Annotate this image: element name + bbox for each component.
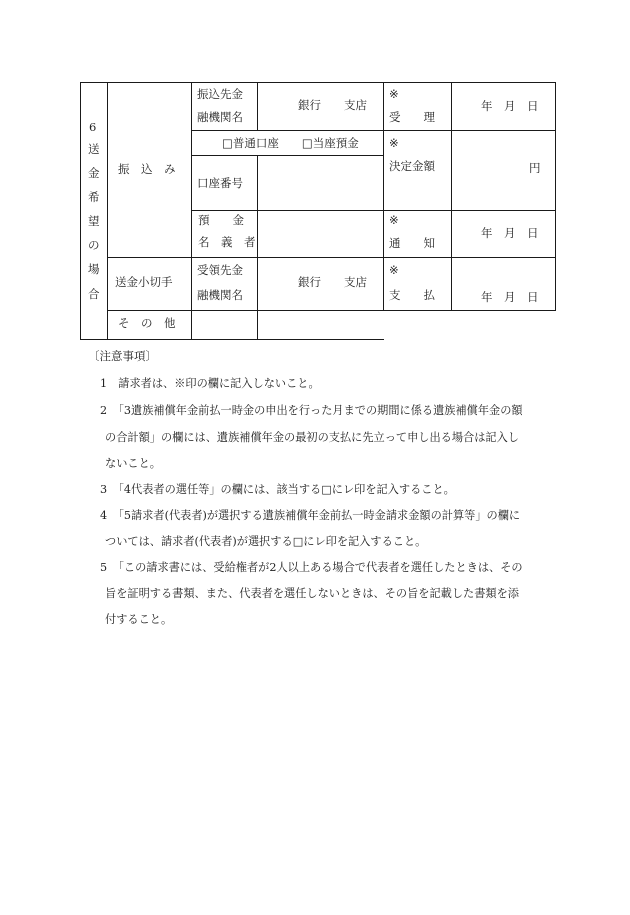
- note-line: ついては、請求者(代表者)が選択する□にレ印を記入すること。: [105, 535, 427, 548]
- official-use-mark: ※: [389, 87, 399, 101]
- note-line: 5 「この請求書には、受給権者が2人以上ある場合で代表者を選任したときは、その: [100, 561, 523, 574]
- receiver-bank-label: 融機関名: [197, 288, 243, 302]
- bank-branch-field[interactable]: 銀行 支店: [298, 98, 367, 112]
- received-label: 受 理: [389, 110, 435, 124]
- date-field: 年 月 日: [481, 226, 539, 240]
- depositor-label: 預 金: [198, 213, 244, 227]
- table-border: [80, 339, 384, 340]
- account-number-label: 口座番号: [197, 176, 243, 190]
- official-use-mark: ※: [389, 213, 399, 227]
- notes-title: 〔注意事項〕: [88, 349, 157, 363]
- notified-label: 通 知: [389, 236, 435, 250]
- table-border: [107, 257, 556, 258]
- note-line: の合計額」の欄には、遺族補償年金の最初の支払に先立って申し出る場合は記入し: [105, 431, 519, 444]
- section-label-char: 6: [89, 120, 97, 134]
- note-line: 3 「4代表者の選任等」の欄には、該当する□にレ印を記入すること。: [100, 483, 455, 496]
- table-border: [80, 82, 81, 339]
- official-use-mark: ※: [389, 263, 399, 277]
- other-label: そ の 他: [118, 316, 176, 330]
- table-border: [383, 82, 384, 310]
- section-label-char: の: [88, 238, 100, 252]
- depositor-label: 名 義 者: [198, 235, 256, 249]
- note-line: 2 「3遺族補償年金前払一時金の申出を行った月までの期間に係る遺族補償年金の額: [100, 404, 523, 417]
- bank-name-label: 振込先金: [197, 87, 243, 101]
- table-border: [257, 82, 258, 130]
- table-border: [451, 82, 452, 310]
- table-border: [107, 310, 556, 311]
- table-border: [191, 210, 556, 211]
- table-border: [191, 155, 383, 156]
- note-line: 旨を証明する書類、また、代表者を選任しないときは、その旨を記載した書類を添: [105, 587, 519, 600]
- section-label-char: 金: [88, 166, 100, 180]
- note-line: ないこと。: [105, 457, 161, 470]
- table-border: [257, 155, 258, 339]
- bank-name-label: 融機関名: [197, 110, 243, 124]
- bank-branch-field[interactable]: 銀行 支店: [298, 275, 367, 289]
- section-label-char: 場: [88, 262, 100, 276]
- date-field: 年 月 日: [481, 290, 539, 304]
- table-border: [555, 82, 556, 310]
- yen-unit: 円: [529, 161, 541, 175]
- section-label-char: 合: [88, 287, 100, 301]
- check-label: 送金小切手: [115, 275, 173, 289]
- date-field: 年 月 日: [481, 99, 539, 113]
- official-use-mark: ※: [389, 136, 399, 150]
- note-line: 4 「5請求者(代表者)が選択する遺族補償年金前払一時金請求金額の計算等」の欄に: [100, 509, 521, 522]
- note-line: 1 請求者は、※印の欄に記入しないこと。: [100, 377, 320, 390]
- account-type-options[interactable]: □普通口座 □当座預金: [222, 136, 359, 150]
- section-label-char: 送: [88, 142, 100, 156]
- paid-label: 支 払: [389, 288, 435, 302]
- section-label-char: 希: [88, 190, 100, 204]
- table-border: [191, 130, 556, 131]
- section-label-char: 望: [88, 214, 100, 228]
- receiver-bank-label: 受領先金: [197, 263, 243, 277]
- table-border: [80, 82, 556, 83]
- decided-amount-label: 決定金額: [389, 159, 435, 173]
- table-border: [107, 82, 108, 339]
- transfer-label: 振 込 み: [118, 162, 176, 176]
- note-line: 付すること。: [105, 613, 173, 626]
